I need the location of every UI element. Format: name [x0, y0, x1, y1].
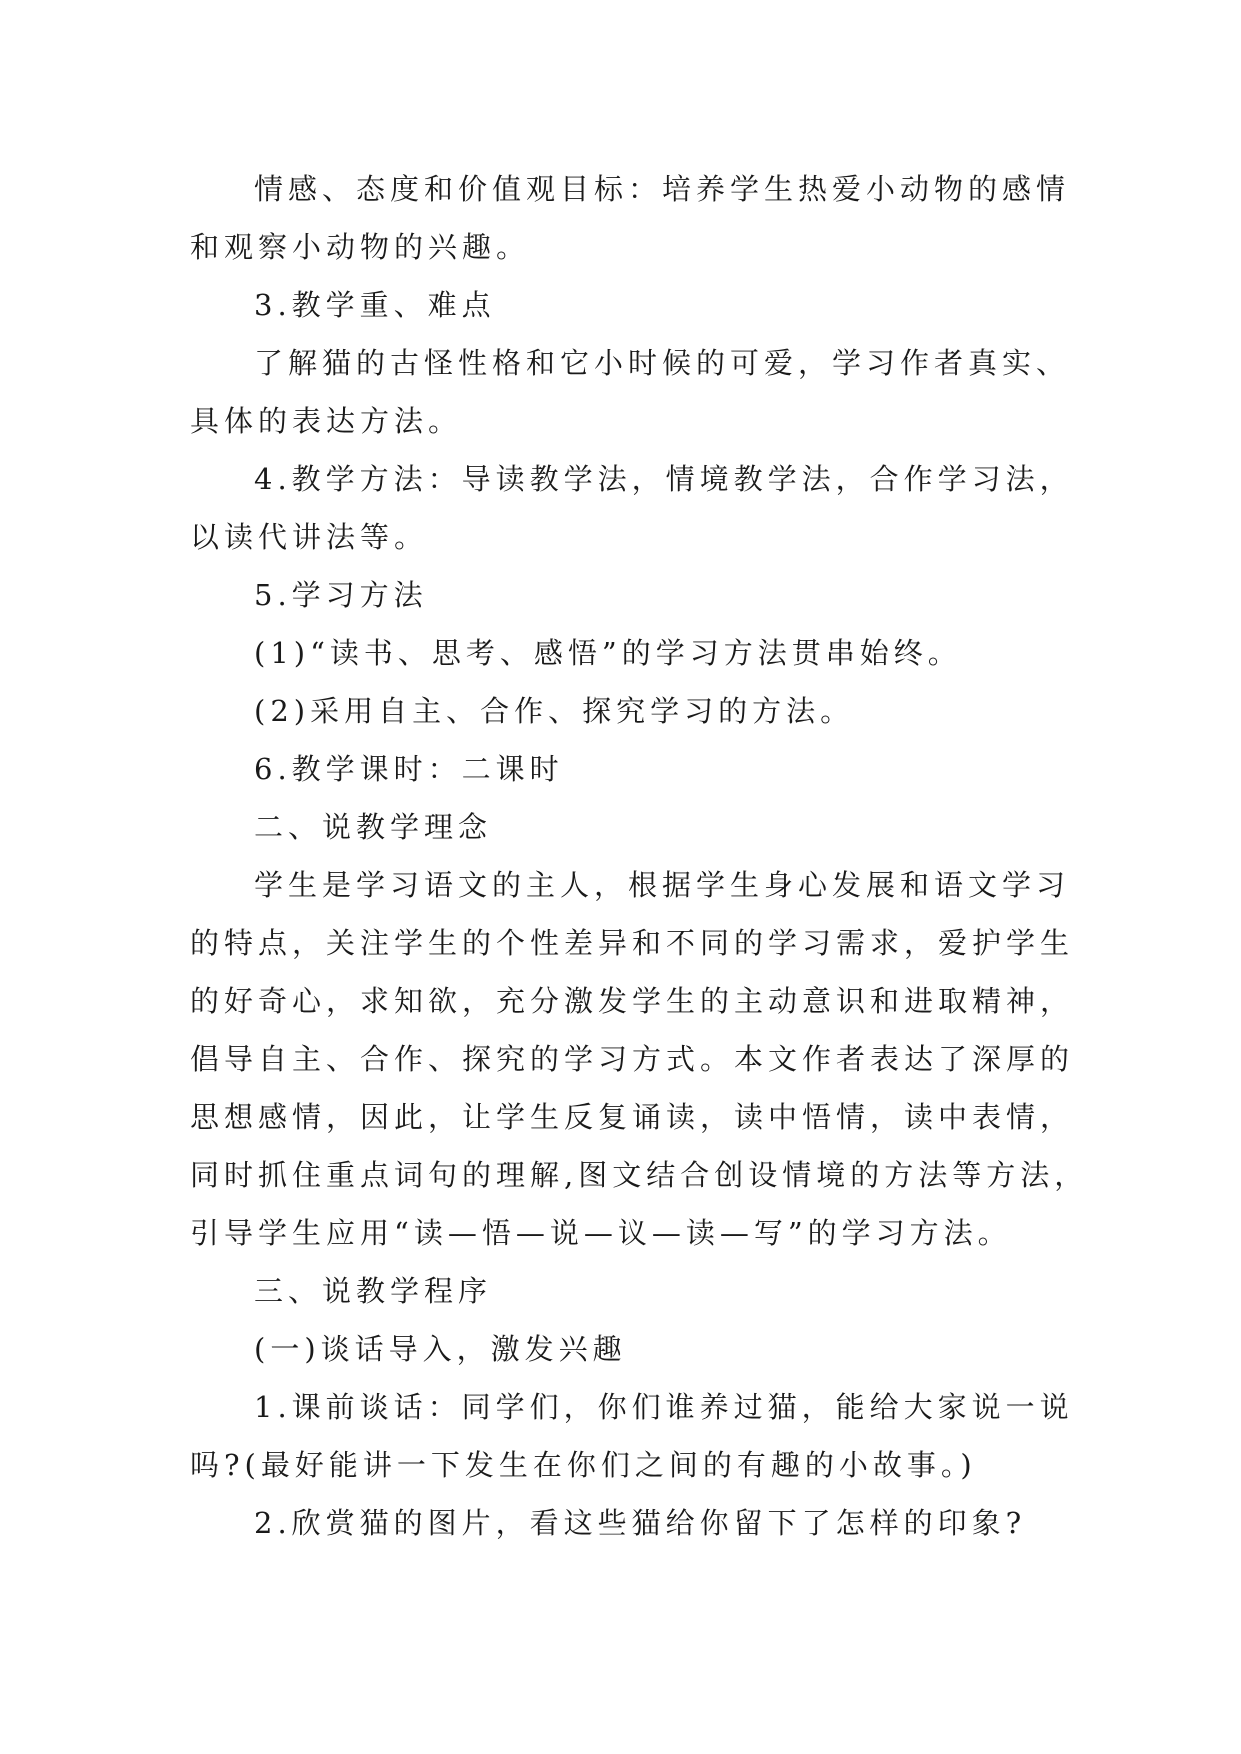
- section-heading: 3.教学重、难点: [254, 288, 496, 322]
- list-item: (1)“读书、思考、感悟”的学习方法贯串始终。: [254, 636, 962, 670]
- text-line: 2.欣赏猫的图片，看这些猫给你留下了怎样的印象?: [254, 1506, 1027, 1540]
- text-line: 的好奇心，求知欲，充分激发学生的主动意识和进取精神，: [190, 984, 1075, 1018]
- text-line: 的特点，关注学生的个性差异和不同的学习需求，爱护学生: [190, 926, 1075, 960]
- text-line: 引导学生应用“读—悟—说—议—读—写”的学习方法。: [190, 1216, 1012, 1250]
- text-line: 和观察小动物的兴趣。: [190, 230, 531, 264]
- text-line: 具体的表达方法。: [190, 404, 463, 438]
- text-line: 1.课前谈话：同学们，你们谁养过猫，能给大家说一说: [254, 1390, 1074, 1424]
- section-heading: (一)谈话导入，激发兴趣: [254, 1332, 627, 1366]
- text-line: 同时抓住重点词句的理解,图文结合创设情境的方法等方法，: [190, 1158, 1089, 1192]
- text-line: 学生是学习语文的主人，根据学生身心发展和语文学习: [254, 868, 1071, 902]
- text-line: 倡导自主、合作、探究的学习方式。本文作者表达了深厚的: [190, 1042, 1075, 1076]
- document-body: [190, 160, 1089, 1552]
- text-line: 情感、态度和价值观目标：培养学生热爱小动物的感情: [254, 172, 1071, 206]
- text-line: 思想感情，因此，让学生反复诵读，读中悟情，读中表情，: [190, 1100, 1075, 1134]
- text-line: 以读代讲法等。: [190, 520, 429, 554]
- section-heading: 二、说教学理念: [254, 810, 493, 844]
- section-heading: 6.教学课时：二课时: [254, 752, 564, 786]
- text-line: 了解猫的古怪性格和它小时候的可爱，学习作者真实、: [254, 346, 1071, 380]
- text-line: 4.教学方法：导读教学法，情境教学法，合作学习法，: [254, 462, 1074, 496]
- list-item: (2)采用自主、合作、探究学习的方法。: [254, 694, 855, 728]
- section-heading: 5.学习方法: [254, 578, 428, 612]
- section-heading: 三、说教学程序: [254, 1274, 493, 1308]
- text-line: 吗?(最好能讲一下发生在你们之间的有趣的小故事。): [190, 1448, 977, 1482]
